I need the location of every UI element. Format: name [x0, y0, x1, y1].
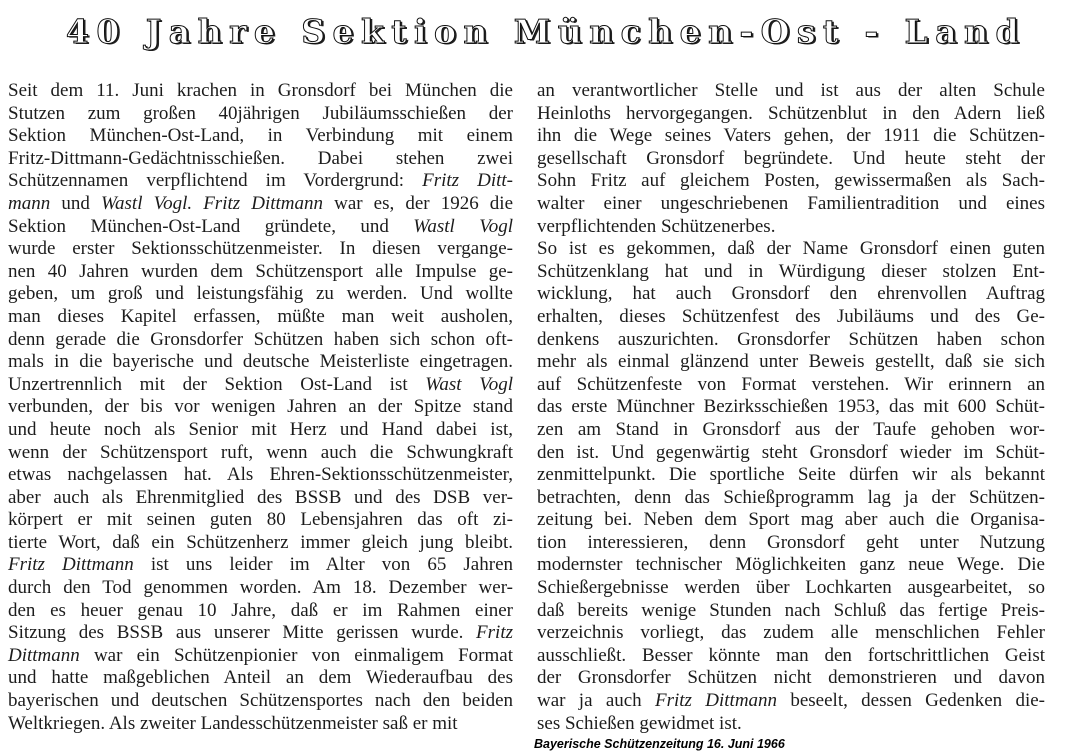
text-run: bayerischen und deutschen Schützensportes nach den beiden [8, 690, 513, 712]
text-run: und heute noch als Senior mit Herz und Hand dabei ist, [8, 418, 513, 440]
text-run: man dieses Kapitel erfassen, müßte man weit ausholen, [8, 305, 513, 327]
text-run: tierte Wort, daß ein Schützenherz immer gleich jung bleibt. [8, 531, 513, 553]
text-run: den ist. Und gegenwärtig steht Gronsdorf wieder im Schüt- [537, 441, 1045, 463]
emphasized-name: Fritz [476, 622, 513, 644]
text-run: Fritz-Dittmann-Gedächtnisschießen. Dabei stehen zwei [8, 147, 513, 169]
text-run: mehr als einmal glänzend unter Beweis gestellt, daß sie sich [537, 351, 1045, 373]
text-line [8, 103, 513, 126]
text-line [8, 667, 513, 690]
text-run: ses Schießen gewidmet ist. [537, 712, 742, 734]
text-line [537, 80, 1045, 103]
text-run: nen 40 Jahren wurden dem Schützensport alle Impulse ge- [8, 260, 513, 282]
text-run: wenn der Schützensport ruft, wenn auch die Schwungkraft [8, 441, 514, 463]
text-run: aber auch als Ehrenmitglied des BSSB und des DSB ver- [8, 486, 513, 508]
text-run: Schießergebnisse werden über Lochkarten ausgearbeitet, so [537, 577, 1045, 599]
text-line [8, 216, 513, 239]
text-line [537, 577, 1045, 600]
text-line [537, 283, 1045, 306]
text-line [8, 532, 513, 555]
text-line [8, 148, 513, 171]
text-run: verpflichtenden Schützenerbes. [537, 215, 776, 237]
text-run: der Gronsdorfer Schützen nicht demonstrieren und davon [537, 667, 1045, 689]
text-run: Heinloths hervorgegangen. Schützenblut in den Adern ließ [537, 102, 1045, 124]
text-line [8, 125, 513, 148]
emphasized-name: Wastl Vogl [413, 215, 513, 237]
text-line [537, 487, 1045, 510]
text-line [537, 464, 1045, 487]
text-run: auf Schützenfeste von Format verstehen. Wir erinnern an [537, 373, 1045, 395]
text-line [537, 622, 1045, 645]
text-run: Seit dem 11. Juni krachen in Gronsdorf bei München die [8, 80, 513, 101]
text-run: Sohn Fritz auf gleichem Posten, gewissermaßen als Sach- [537, 170, 1045, 192]
text-run: verzeichnis vorliegt, das zudem alle menschlichen Fehler [537, 622, 1045, 644]
text-line [8, 690, 513, 713]
text-run: war ein Schützenpionier von einmaligem Format [79, 644, 513, 666]
text-run: Sitzung des BSSB aus unserer Mitte gerissen wurde. [8, 622, 477, 644]
text-run: tion interessieren, denn Gronsdorf geht unter Nutzung [537, 531, 1045, 553]
text-run: zeitung bei. Neben dem Sport mag aber auch die Organisa- [537, 509, 1045, 531]
text-run: modernster technischer Möglichkeiten ganz neue Wege. Die [537, 554, 1045, 576]
article-column-right [537, 80, 1045, 735]
text-line [537, 261, 1045, 284]
text-run: war ja auch [537, 690, 655, 712]
text-line [537, 125, 1045, 148]
text-run: ihn die Wege seines Vaters gehen, der 1911 die Schützen- [537, 125, 1045, 147]
text-line [537, 554, 1045, 577]
text-run: erhalten, dieses Schützenfest des Jubiläums und des Ge- [537, 305, 1046, 327]
text-run: durch den Tod genommen worden. Am 18. Dezember wer- [8, 577, 513, 599]
text-line [8, 374, 513, 397]
text-line [537, 600, 1045, 623]
text-run: betrachten, denn das Schießprogramm lag ja der Schützen- [537, 486, 1045, 508]
text-run: Schützennamen verpflichtend im Vordergrund: [8, 170, 423, 192]
text-run: zenmittelpunkt. Die sportliche Seite dürfen wir als bekannt [537, 464, 1045, 486]
text-run: gesellschaft Gronsdorf begründete. Und heute steht der [537, 147, 1045, 169]
text-run: So ist es gekommen, daß der Name Gronsdorf einen guten [537, 238, 1045, 260]
text-run: geben, um groß und leistungsfähig zu werden. Und wollte [8, 283, 513, 305]
text-line [537, 690, 1045, 713]
text-run: mals in die bayerische und deutsche Meisterliste eingetragen. [8, 351, 513, 373]
text-line [537, 645, 1045, 668]
text-line [8, 487, 513, 510]
source-citation: Bayerische Schützenzeitung 16. Juni 1966 [534, 737, 785, 751]
text-line [8, 577, 513, 600]
text-line [537, 532, 1045, 555]
text-line [537, 351, 1045, 374]
text-line [8, 464, 513, 487]
text-run: den es heuer genau 10 Jahre, daß er im Rahmen einer [8, 599, 513, 621]
text-run: zen am Stand in Gronsdorf aus der Taufe gehoben wor- [537, 418, 1045, 440]
emphasized-name: Wast Vogl [425, 373, 513, 395]
text-line [537, 396, 1045, 419]
emphasized-name: Fritz Dittmann [8, 554, 134, 576]
text-line [8, 622, 513, 645]
text-run: Sektion München-Ost-Land gründete, und [8, 215, 414, 237]
text-line [537, 216, 1045, 239]
emphasized-name: Fritz Ditt- [422, 170, 513, 192]
text-line [537, 667, 1045, 690]
emphasized-name: Wastl Vogl. Fritz Dittmann [100, 192, 324, 214]
emphasized-name: Fritz Dittmann [655, 690, 778, 712]
text-run: walter einer ungeschriebenen Familientradition und eines [537, 192, 1045, 214]
text-run: denkens auszurichten. Gronsdorfer Schützen haben schon [537, 328, 1045, 350]
text-line [8, 351, 513, 374]
text-run: an verantwortlicher Stelle und ist aus der alten Schule [537, 80, 1045, 101]
text-run: wicklung, hat auch Gronsdorf den ehrenvollen Auftrag [537, 283, 1045, 305]
text-run: denn gerade die Gronsdorfer Schützen haben sich schon oft- [8, 328, 513, 350]
text-run: und [50, 192, 101, 214]
text-run: Weltkriegen. Als zweiter Landesschützenmeister saß er mit [8, 712, 458, 734]
text-run: das erste Münchner Bezirksschießen 1953, das mit 600 Schüt- [537, 396, 1045, 418]
text-line [8, 509, 513, 532]
text-line [8, 713, 513, 736]
text-run: Schützenklang hat und in Würdigung dieser stolzen Ent- [537, 260, 1045, 282]
emphasized-name: mann [8, 192, 51, 214]
text-line [537, 509, 1045, 532]
text-line [537, 713, 1045, 736]
text-run: Unzertrennlich mit der Sektion Ost-Land ist [8, 373, 426, 395]
text-run: war es, der 1926 die [323, 192, 514, 214]
text-line [8, 170, 513, 193]
text-run: beseelt, dessen Gedenken die- [777, 690, 1046, 712]
text-line [537, 374, 1045, 397]
article-title: 40 Jahre Sektion München-Ost - Land [66, 12, 1026, 51]
text-line [8, 554, 513, 577]
text-run: verbunden, der bis vor wenigen Jahren an der Spitze stand [8, 396, 513, 418]
text-line [8, 80, 513, 103]
text-run: ausschließt. Besser könnte man den fortschrittlichen Geist [537, 644, 1045, 666]
text-line [537, 238, 1045, 261]
text-line [537, 193, 1045, 216]
text-line [8, 238, 513, 261]
text-run: wurde erster Sektionsschützenmeister. In diesen vergange- [8, 238, 513, 260]
text-line [537, 103, 1045, 126]
text-run: und hatte maßgeblichen Anteil an dem Wiederaufbau des [8, 667, 513, 689]
text-line [537, 306, 1045, 329]
text-line [8, 283, 513, 306]
text-line [8, 600, 513, 623]
text-line [537, 148, 1045, 171]
text-run: körpert er mit seinen guten 80 Lebensjahren das oft zi- [8, 509, 513, 531]
text-line [8, 193, 513, 216]
text-line [537, 419, 1045, 442]
text-line [8, 419, 513, 442]
text-line [537, 442, 1045, 465]
emphasized-name: Dittmann [8, 644, 80, 666]
article-column-left [8, 80, 513, 735]
text-run: Stutzen zum großen 40jährigen Jubiläumsschießen der [8, 102, 513, 124]
text-line [8, 442, 513, 465]
text-line [537, 170, 1045, 193]
text-run: Sektion München-Ost-Land, in Verbindung mit einem [8, 125, 513, 147]
text-run: ist uns leider im Alter von 65 Jahren [133, 554, 514, 576]
text-line [8, 329, 513, 352]
text-line [537, 329, 1045, 352]
text-line [8, 645, 513, 668]
text-line [8, 261, 513, 284]
text-run: etwas nachgelassen hat. Als Ehren-Sektionsschützenmeister, [8, 464, 513, 486]
text-line [8, 396, 513, 419]
text-run: daß bereits wenige Stunden nach Schluß das fertige Preis- [537, 599, 1045, 621]
text-line [8, 306, 513, 329]
